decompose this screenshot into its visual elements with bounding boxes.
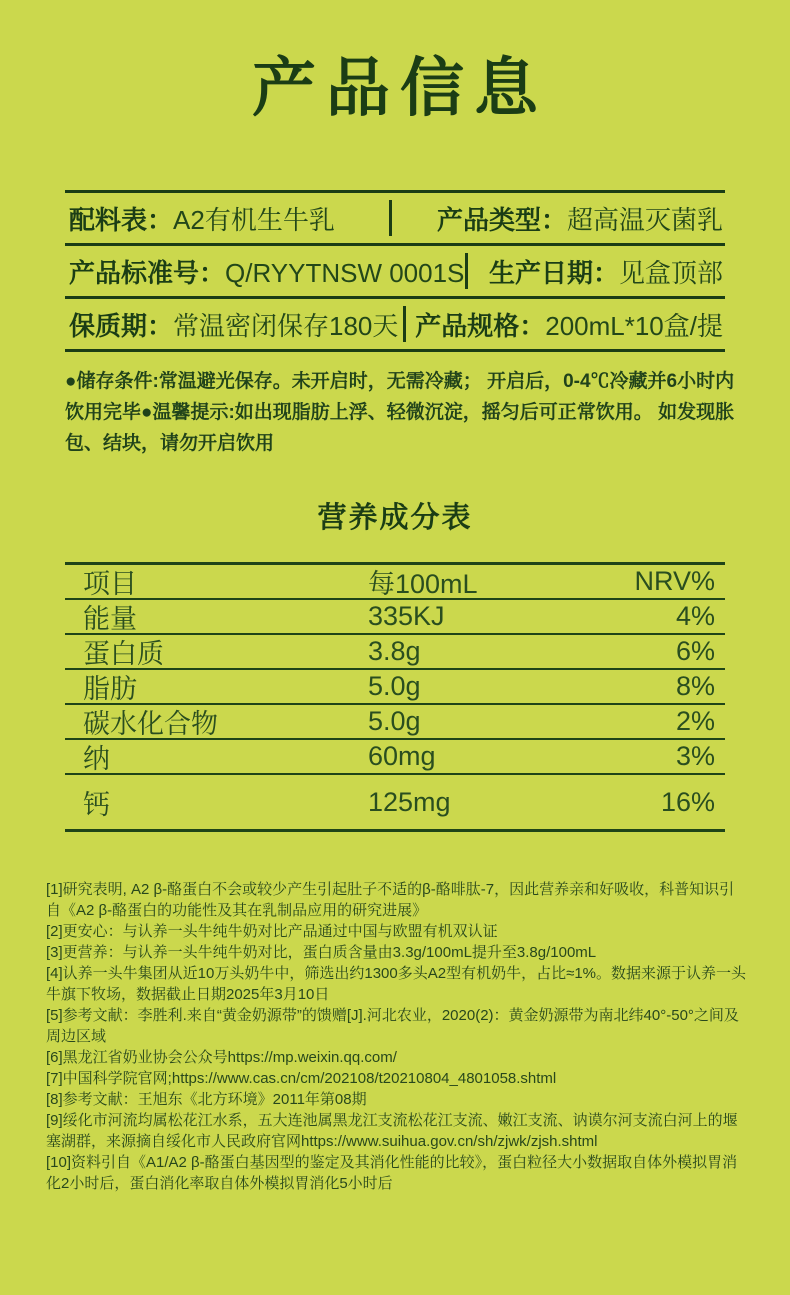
spec-value: 200mL*10盒/提 [545, 310, 723, 341]
product-type-label: 产品类型： [436, 204, 567, 235]
info-row-ingredients-type [65, 193, 725, 246]
nutrition-row-protein [65, 635, 725, 670]
nutrition-row-energy [65, 600, 725, 635]
info-row-shelf-spec [65, 299, 725, 352]
nutrition-row-calcium [65, 775, 725, 832]
ingredients-value: A2有机生牛乳 [173, 204, 335, 235]
nutrition-item: 碳水化合物 [83, 709, 218, 739]
standard-no-value: Q/RYYTNSW 0001S [225, 257, 465, 288]
ingredients-label: 配料表： [69, 204, 174, 235]
footnote-2: [2]更安心：与认养一头牛纯牛奶对比产品通过中国与欧盟有机双认证 [46, 923, 498, 940]
nutrition-table-title: 营养成分表 [317, 502, 473, 534]
footnote-4: [4]认养一头牛集团从近10万头奶牛中，筛选出约1300多头A2型有机奶牛，占比≈1%。数据来源于认养一头牛旗下牧场，数据截止日期2025年3月10日 [46, 965, 746, 1003]
storage-notice: ●储存条件:常温避光保存。未开启时，无需冷藏； 开启后，0-4℃冷藏并6小时内饮用完毕●温馨提示:如出现脂肪上浮、轻微沉淀，摇匀后可正常饮用。 如发现胀包、结块，请勿开启饮用 [65, 371, 735, 454]
footnote-6: [6]黑龙江省奶业协会公众号https://mp.weixin.qq.com/ [46, 1049, 397, 1066]
nutrition-item: 蛋白质 [83, 639, 164, 669]
shelf-life-label: 保质期： [69, 310, 174, 341]
footnote-8: [8]参考文献：王旭东《北方环境》2011年第08期 [46, 1091, 367, 1108]
nutrition-table [65, 562, 725, 832]
standard-no-label: 产品标准号： [69, 257, 226, 288]
product-info-table [65, 190, 725, 352]
info-row-standard-date [65, 246, 725, 299]
info-left-cell [69, 306, 398, 343]
nutrition-per100: 335KJ [368, 601, 445, 631]
nutrition-per100: 5.0g [368, 706, 421, 736]
nutrition-header-per100: 每100mL [368, 569, 478, 599]
nutrition-header-item: 项目 [83, 569, 137, 599]
nutrition-per100: 60mg [368, 741, 436, 771]
info-left-cell [69, 253, 464, 290]
footnotes [46, 879, 748, 1194]
production-date-label: 生产日期： [488, 257, 619, 288]
nutrition-item: 能量 [83, 604, 137, 634]
nutrition-nrv: 3% [675, 741, 715, 771]
info-right-cell [415, 306, 723, 343]
info-right-cell [437, 200, 723, 237]
nutrition-row-sodium [65, 740, 725, 775]
footnote-9: [9]绥化市河流均属松花江水系，五大连池属黑龙江支流松花江支流、嫩江支流、讷谟尔河支流白河上的堰塞湖群，来源摘自绥化市人民政府官网https://www.suihua.gov.cn/sh/zjwk/zjsh.shtml [46, 1112, 738, 1150]
shelf-life-value: 常温密闭保存180天 [173, 310, 399, 341]
nutrition-nrv: 8% [675, 671, 715, 701]
vertical-divider [389, 200, 392, 236]
nutrition-per100: 125mg [368, 786, 451, 817]
nutrition-row-fat [65, 670, 725, 705]
nutrition-per100: 5.0g [368, 671, 421, 701]
footnote-10: [10]资料引自《A1/A2 β-酪蛋白基因型的鉴定及其消化性能的比较》，蛋白粒径大小数据取自体外模拟胃消化2小时后，蛋白消化率取自体外模拟胃消化5小时后 [46, 1154, 738, 1192]
footnote-7: [7]中国科学院官网;https://www.cas.cn/cm/202108/t20210804_4801058.shtml [46, 1070, 557, 1087]
nutrition-header-row [65, 565, 725, 600]
nutrition-nrv: 16% [660, 786, 715, 817]
vertical-divider [465, 253, 468, 289]
page-title: 产品信息 [252, 52, 548, 124]
nutrition-nrv: 6% [675, 636, 715, 666]
footnote-5: [5]参考文献：李胜利.来自“黄金奶源带”的馈赠[J].河北农业，2020(2)：黄金奶源带为南北纬40°-50°之间及周边区域 [46, 1007, 739, 1045]
nutrition-item: 钙 [83, 789, 110, 820]
vertical-divider [403, 306, 406, 342]
nutrition-row-carbohydrate [65, 705, 725, 740]
info-right-cell [489, 253, 723, 290]
nutrition-item: 纳 [83, 744, 110, 774]
nutrition-nrv: 4% [675, 601, 715, 631]
spec-label: 产品规格： [415, 310, 546, 341]
product-type-value: 超高温灭菌乳 [566, 204, 723, 235]
footnote-1: [1]研究表明, A2 β-酪蛋白不会或较少产生引起肚子不适的β-酪啡肽-7，因此营养亲和好吸收，科普知识引自《A2 β-酪蛋白的功能性及其在乳制品应用的研究进展》 [46, 881, 735, 919]
production-date-value: 见盒顶部 [618, 257, 723, 288]
nutrition-header-nrv: NRV% [634, 566, 715, 596]
nutrition-per100: 3.8g [368, 636, 421, 666]
info-left-cell [69, 200, 335, 237]
nutrition-nrv: 2% [675, 706, 715, 736]
nutrition-item: 脂肪 [83, 674, 137, 704]
footnote-3: [3]更营养：与认养一头牛纯牛奶对比，蛋白质含量由3.3g/100mL提升至3.8g/100mL [46, 944, 597, 961]
